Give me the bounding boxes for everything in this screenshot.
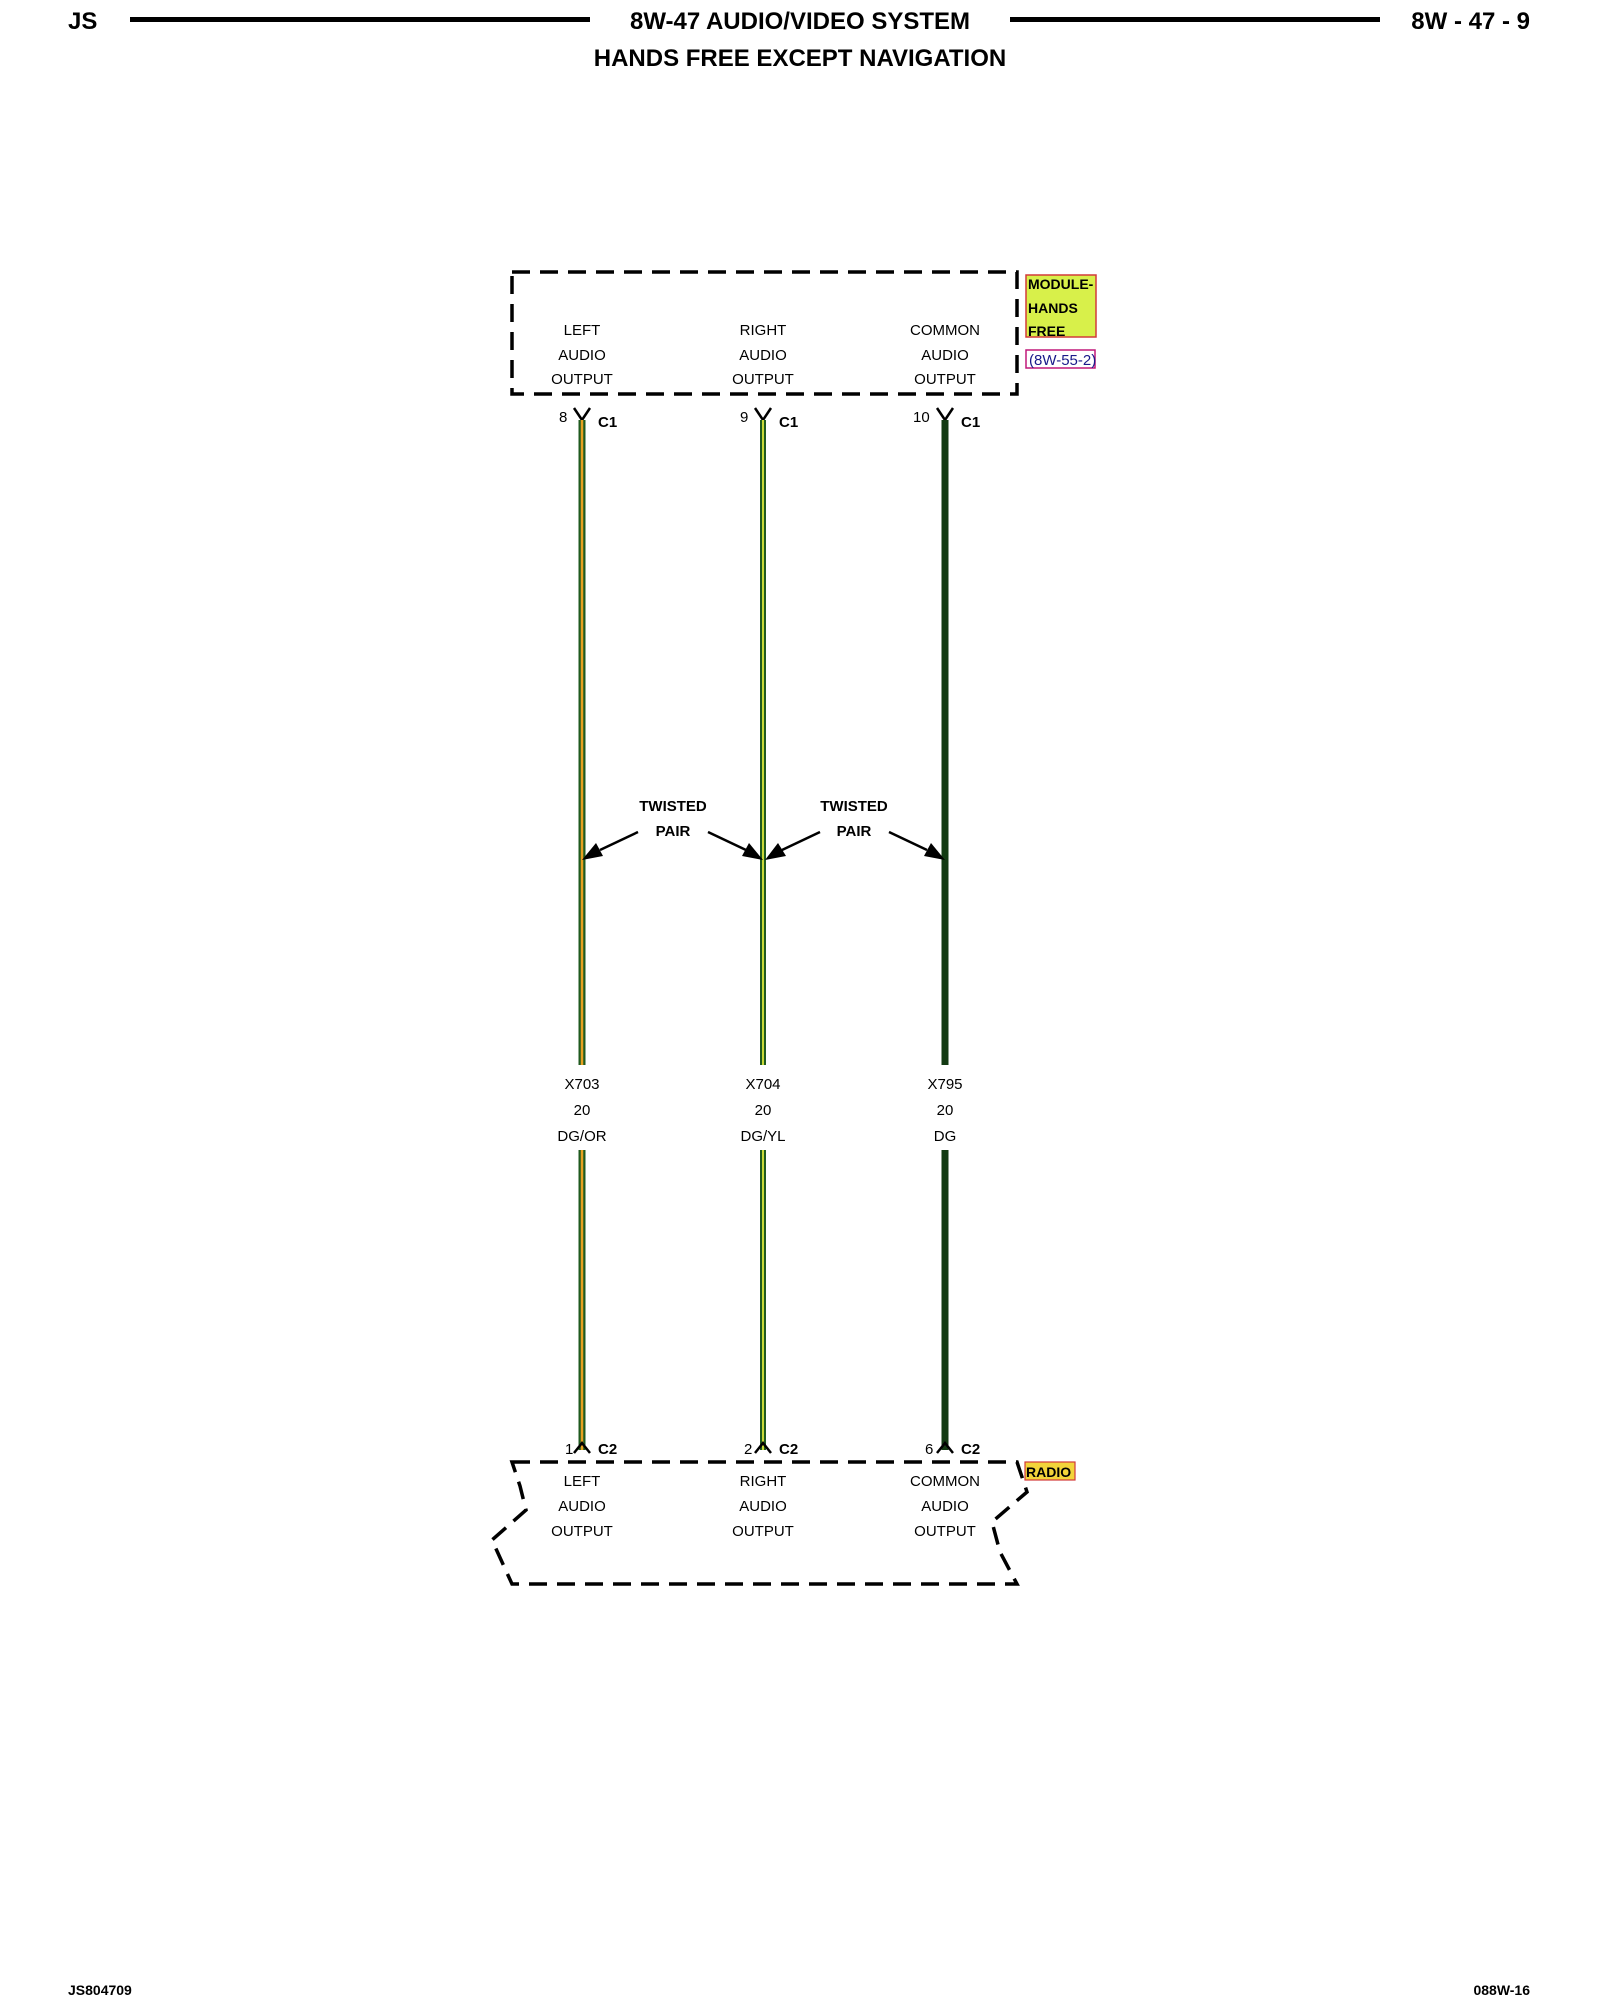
connector-id: C1: [598, 414, 618, 431]
module-output-right-line-3: OUTPUT: [732, 371, 794, 388]
page-title: 8W-47 AUDIO/VIDEO SYSTEM: [629, 8, 971, 35]
module-output-right-line-2: AUDIO: [739, 347, 787, 364]
figure-id: JS804709: [68, 1982, 132, 1998]
pin-number: 8: [559, 409, 568, 426]
radio-input-left-line-3: OUTPUT: [551, 1523, 613, 1540]
arrow-line: [600, 832, 638, 850]
pin-number: 10: [913, 409, 930, 426]
annotation-line-1: TWISTED: [820, 798, 888, 815]
module-ref-link[interactable]: (8W-55-2): [1029, 352, 1097, 369]
module-name-line-3: FREE: [1028, 323, 1066, 339]
annotation-line-2: PAIR: [836, 823, 872, 840]
arrow-line: [782, 832, 820, 850]
wire-circuit: X795: [927, 1076, 963, 1093]
module-output-common-line-3: OUTPUT: [914, 371, 976, 388]
connector-id: C2: [598, 1441, 618, 1458]
twisted-pair-annotation-1: [582, 798, 763, 860]
pin-number: 6: [925, 1441, 934, 1458]
module-output-common-line-2: AUDIO: [921, 347, 969, 364]
wire-label-x703: [557, 1076, 606, 1145]
section-code: JS: [68, 8, 98, 35]
module-output-common: [910, 322, 980, 388]
twisted-pair-annotation-2: [765, 798, 945, 860]
radio-input-right-line-1: RIGHT: [739, 1473, 787, 1490]
module-name-line-1: MODULE-: [1028, 276, 1094, 292]
radio-input-common-line-2: AUDIO: [921, 1498, 969, 1515]
arrow-line: [889, 832, 927, 850]
connector-id: C2: [779, 1441, 799, 1458]
radio-name: RADIO: [1026, 1464, 1072, 1480]
arrow-head: [742, 843, 763, 860]
wire-color: DG/YL: [740, 1128, 786, 1145]
wire-gauge: 20: [936, 1102, 954, 1119]
radio-input-right: [732, 1473, 794, 1540]
annotation-line-2: PAIR: [655, 823, 691, 840]
pin-c1-9: [740, 408, 798, 431]
wire-circuit: X703: [564, 1076, 600, 1093]
figure-code: 088W-16: [1473, 1982, 1530, 1998]
wire-color: DG/OR: [557, 1128, 607, 1145]
pin-c2-1: [565, 1441, 617, 1458]
annotation-line-1: TWISTED: [639, 798, 707, 815]
wire-label-x704: [740, 1076, 785, 1145]
module-output-left-line-3: OUTPUT: [551, 371, 613, 388]
connector-id: C1: [961, 414, 981, 431]
module-output-left-line-1: LEFT: [563, 322, 601, 339]
wire-color: DG: [933, 1128, 957, 1145]
radio-input-right-line-3: OUTPUT: [732, 1523, 794, 1540]
arrow-head: [765, 843, 786, 860]
module-output-right-line-1: RIGHT: [739, 322, 787, 339]
page-subtitle: HANDS FREE EXCEPT NAVIGATION: [593, 45, 1007, 72]
pin-c2-2: [744, 1441, 798, 1458]
radio-input-left: [551, 1473, 613, 1540]
radio-input-left-line-2: AUDIO: [558, 1498, 606, 1515]
connector-id: C2: [961, 1441, 981, 1458]
radio-input-common-line-1: COMMON: [910, 1473, 980, 1490]
radio-input-common: [910, 1473, 980, 1540]
wire-gauge: 20: [573, 1102, 591, 1119]
module-output-common-line-1: COMMON: [910, 322, 980, 339]
module-output-right: [732, 322, 794, 388]
pin-number: 2: [744, 1441, 753, 1458]
pin-c1-8: [559, 408, 617, 431]
page-number: 8W - 47 - 9: [1411, 8, 1530, 35]
radio-input-common-line-3: OUTPUT: [914, 1523, 976, 1540]
connector-id: C1: [779, 414, 799, 431]
pin-number: 9: [740, 409, 749, 426]
module-name-line-2: HANDS: [1028, 300, 1078, 316]
module-output-left: [551, 322, 613, 388]
radio-input-right-line-2: AUDIO: [739, 1498, 787, 1515]
radio-input-left-line-1: LEFT: [563, 1473, 601, 1490]
pin-c2-6: [925, 1441, 980, 1458]
module-output-left-line-2: AUDIO: [558, 347, 606, 364]
arrow-line: [708, 832, 746, 850]
wire-circuit: X704: [745, 1076, 781, 1093]
wire-label-x795: [927, 1076, 962, 1145]
wire-gauge: 20: [754, 1102, 772, 1119]
pin-number: 1: [565, 1441, 574, 1458]
